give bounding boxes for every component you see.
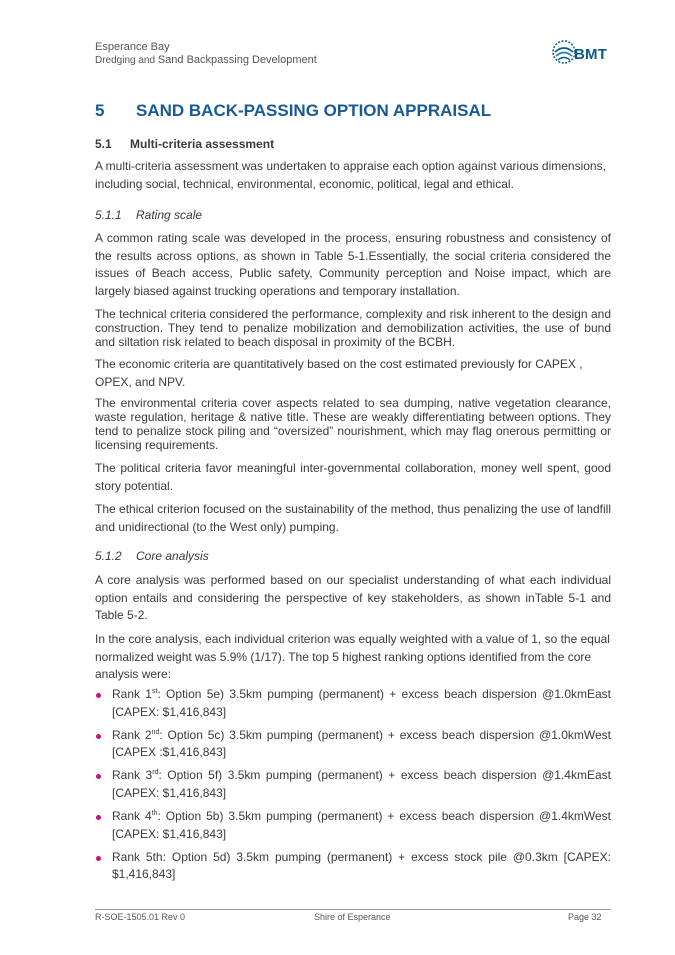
subsection-number: 5.1 <box>95 137 112 151</box>
intro-paragraph: A multi-criteria assessment was undertaken to appraise each option against various dimensions, including social, technical, environmental, economic, political, legal and ethical. <box>95 159 606 191</box>
rating-paragraph-political: The political criteria favor meaningful inter-governmental collaboration, money well spent, good story potential. <box>95 461 611 493</box>
ranking-list <box>95 686 611 889</box>
rank-ordinal: rd <box>152 769 159 777</box>
ranking-item-4 <box>95 808 611 843</box>
rating-paragraph-environmental: The environmental criteria cover aspects related to sea dumping, native vegetation clearance, waste regulation, heritage & native title. These are weakly differentiating between options. They tend to penalize stock piling and “oversized” nourishment, which may flag onerous permitting or licensing requirements. <box>95 396 611 452</box>
core-analysis-number: 5.1.2 <box>95 549 122 563</box>
header-project-subtitle <box>95 54 317 67</box>
rank-prefix: Rank 1 <box>112 687 152 701</box>
footer-divider <box>95 909 611 910</box>
header-line-1: Esperance Bay <box>95 41 170 53</box>
rank-prefix: Rank 5th <box>112 849 163 864</box>
subsection-heading <box>95 137 274 151</box>
rank-text: : Option 5c) 3.5km pumping (permanent) + excess beach dispersion @1.0kmWest [CAPEX :$1,416,843] <box>112 727 611 760</box>
logo-wordmark: BMT <box>574 46 608 63</box>
globe-logo-icon <box>552 40 576 64</box>
core-paragraph-method: A core analysis was performed based on our specialist understanding of what each individual option entails and considering the perspective of key stakeholders, as shown inTable 5-1 and Table 5-2. <box>95 573 611 623</box>
bullet-icon <box>96 734 101 739</box>
subsection-title: Multi-criteria assessment <box>130 137 275 151</box>
rank-prefix: Rank 4 <box>112 809 152 824</box>
rating-paragraph-economic: The economic criteria are quantitatively based on the cost estimated previously for CAPEX , OPEX, and NPV. <box>95 357 583 389</box>
footer-client: Shire of Esperance <box>314 912 391 922</box>
header-project-title <box>95 41 317 54</box>
ranking-item-2 <box>95 727 611 762</box>
rating-scale-number: 5.1.1 <box>95 208 122 222</box>
rank-ordinal: nd <box>151 728 160 736</box>
bullet-icon <box>96 815 101 820</box>
header-line-2a: Dredging and <box>95 55 158 66</box>
core-paragraph-weighting: In the core analysis, each individual criterion was equally weighted with a value of 1, so the equal normalized weight was 5.9% (1/17). The top 5 highest ranking options identified from the core analysis were: <box>95 632 610 682</box>
rank-text: : Option 5b) 3.5km pumping (permanent) + excess beach dispersion @1.4kmWest [CAPEX: $1,416,843] <box>112 809 611 841</box>
rating-paragraph-social: A common rating scale was developed in the process, ensuring robustness and consistency of the results across options, as shown in Table 5-1.Essentially, the social criteria considered the issues of Beach access, Public safety, Community perception and Noise impact, which are largely biased against trucking operations and temporary installation. <box>95 231 611 298</box>
section-heading <box>95 101 491 121</box>
rank-text: : Option 5d) 3.5km pumping (permanent) + excess stock pile @0.3km [CAPEX: $1,416,843] <box>112 849 611 882</box>
rank-prefix: Rank 2 <box>112 727 152 742</box>
rating-paragraph-ethical: The ethical criterion focused on the sustainability of the method, thus penalizing the use of landfill and unidirectional (to the West only) pumping. <box>95 502 611 534</box>
bullet-icon <box>96 856 101 861</box>
core-analysis-heading <box>95 549 209 563</box>
bullet-icon <box>96 693 101 698</box>
header-line-2b: Sand Backpassing Development <box>157 54 317 66</box>
rating-scale-title: Rating scale <box>136 208 203 222</box>
ranking-item-1 <box>95 686 611 721</box>
core-analysis-title: Core analysis <box>136 549 209 563</box>
footer-doc-ref: R-SOE-1505.01 Rev 0 <box>95 912 186 922</box>
rating-paragraph-technical: The technical criteria considered the performance, complexity and risk inherent to the design and construction. They tend to penalize mobilization and demobilization activities, the use of bund and siltation risk related to beach disposal in proximity of the BCBH. <box>95 307 611 349</box>
rank-text: : Option 5e) 3.5km pumping (permanent) + excess beach dispersion @1.0kmEast [CAPEX: $1,416,843] <box>112 687 612 719</box>
rating-scale-heading <box>95 208 202 222</box>
section-title: SAND BACK-PASSING OPTION APPRAISAL <box>136 101 492 120</box>
ranking-item-3 <box>95 767 611 802</box>
rank-ordinal: st <box>151 688 158 695</box>
section-number: 5 <box>95 101 105 120</box>
rank-ordinal: th <box>151 810 158 818</box>
ranking-item-5 <box>95 849 611 884</box>
rank-text: : Option 5f) 3.5km pumping (permanent) + excess beach dispersion @1.4kmEast [CAPEX: $1,416,843] <box>112 768 611 800</box>
rank-prefix: Rank 3 <box>112 768 153 783</box>
bmt-logo <box>552 40 614 66</box>
footer-page-number: Page 32 <box>568 912 602 922</box>
bullet-icon <box>96 774 101 779</box>
running-header <box>95 41 317 67</box>
